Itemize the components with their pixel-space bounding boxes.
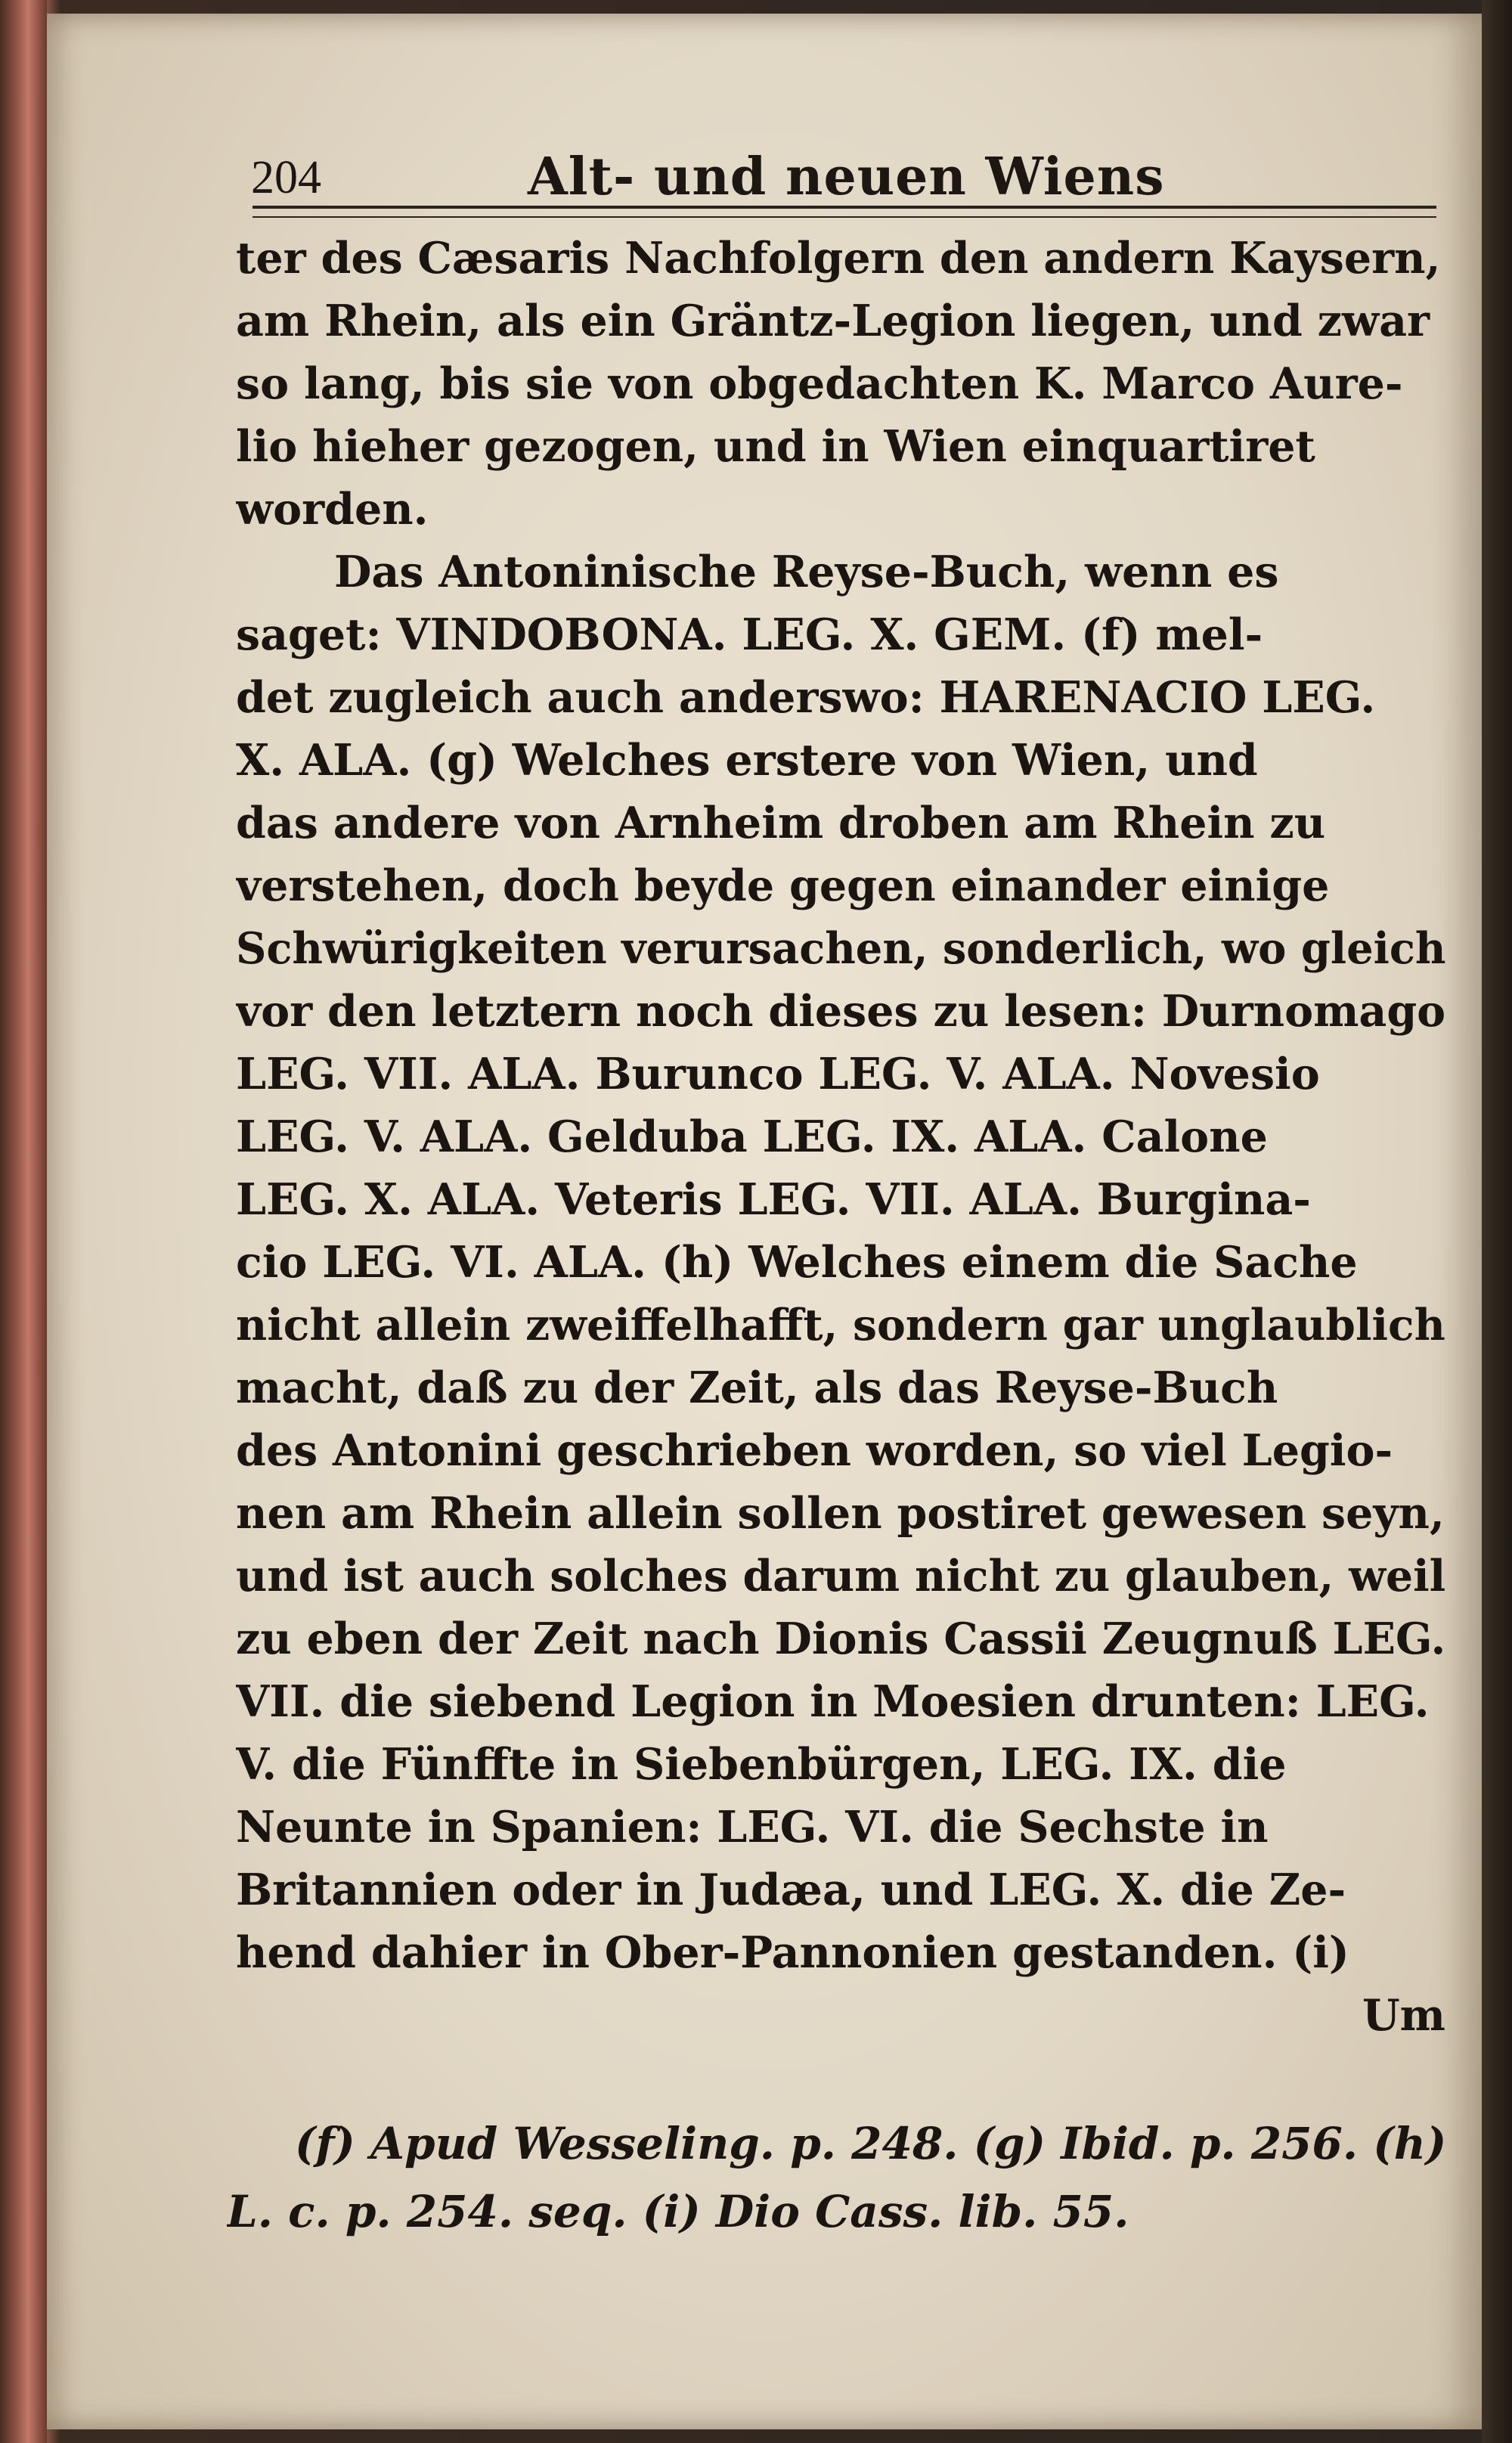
text-line: ter des Cæsaris Nachfolgern den andern Kaysern, (236, 233, 1441, 284)
text-line: so lang, bis sie von obgedachten K. Marco Aure- (236, 358, 1403, 409)
text-line: zu eben der Zeit nach Dionis Cassii Zeugnuß LEG. (236, 1614, 1445, 1664)
footnotes (227, 2110, 1452, 2246)
footnote-line: L. c. p. 254. seq. (i) Dio Cass. lib. 55. (227, 2186, 1129, 2237)
text-line: Das Antoninische Reyse-Buch, wenn es (334, 547, 1279, 597)
page-edge-right (1482, 0, 1512, 2443)
text-line: det zugleich auch anderswo: HARENACIO LEG. (236, 672, 1376, 723)
text-line: worden. (236, 484, 429, 535)
text-line: macht, daß zu der Zeit, als das Reyse-Buch (236, 1363, 1278, 1413)
page-header (251, 147, 1438, 212)
text-line: vor den letztern noch dieses zu lesen: Durnomago (236, 986, 1445, 1037)
page-edge-left (0, 0, 47, 2443)
text-line: Neunte in Spanien: LEG. VI. die Sechste in (236, 1802, 1269, 1852)
header-rule (253, 206, 1436, 218)
text-line: am Rhein, als ein Gräntz-Legion liegen, und zwar (236, 296, 1430, 346)
text-line: und ist auch solches darum nicht zu glauben, weil (236, 1551, 1445, 1601)
text-line: X. ALA. (g) Welches erstere von Wien, und (236, 735, 1258, 786)
page-number: 204 (251, 152, 321, 203)
text-line: nen am Rhein allein sollen postiret gewesen seyn, (236, 1488, 1445, 1539)
text-line: Schwürigkeiten verursachen, sonderlich, wo gleich (236, 923, 1445, 974)
text-line: hend dahier in Ober-Pannonien gestanden. (i) (236, 1927, 1349, 1978)
text-line: verstehen, doch beyde gegen einander einige (236, 860, 1330, 911)
text-line: cio LEG. VI. ALA. (h) Welches einem die Sache (236, 1237, 1358, 1288)
text-line: V. die Fünffte in Siebenbürgen, LEG. IX. die (236, 1739, 1287, 1790)
text-line: LEG. V. ALA. Gelduba LEG. IX. ALA. Calone (236, 1111, 1268, 1162)
text-line: lio hieher gezogen, und in Wien einquartiret (236, 421, 1315, 472)
catchword: Um (1362, 1990, 1445, 2041)
footnote-line: (f) Apud Wesseling. p. 248. (g) Ibid. p. 256. (h) (295, 2118, 1447, 2169)
running-head: Alt- und neuen Wiens (528, 147, 1165, 207)
text-line: saget: VINDOBONA. LEG. X. GEM. (f) mel- (236, 609, 1263, 660)
text-line: VII. die siebend Legion in Moesien drunten: LEG. (236, 1676, 1430, 1727)
text-line: LEG. VII. ALA. Burunco LEG. V. ALA. Novesio (236, 1049, 1320, 1099)
text-line: das andere von Arnheim droben am Rhein zu (236, 798, 1326, 848)
text-line: nicht allein zweiffelhafft, sondern gar unglaublich (236, 1300, 1445, 1350)
text-line: Britannien oder in Judæa, und LEG. X. die Ze- (236, 1865, 1346, 1915)
text-line: LEG. X. ALA. Veteris LEG. VII. ALA. Burgina- (236, 1174, 1311, 1225)
text-line: des Antonini geschrieben worden, so viel Legio- (236, 1425, 1393, 1476)
body-text (236, 227, 1445, 2047)
